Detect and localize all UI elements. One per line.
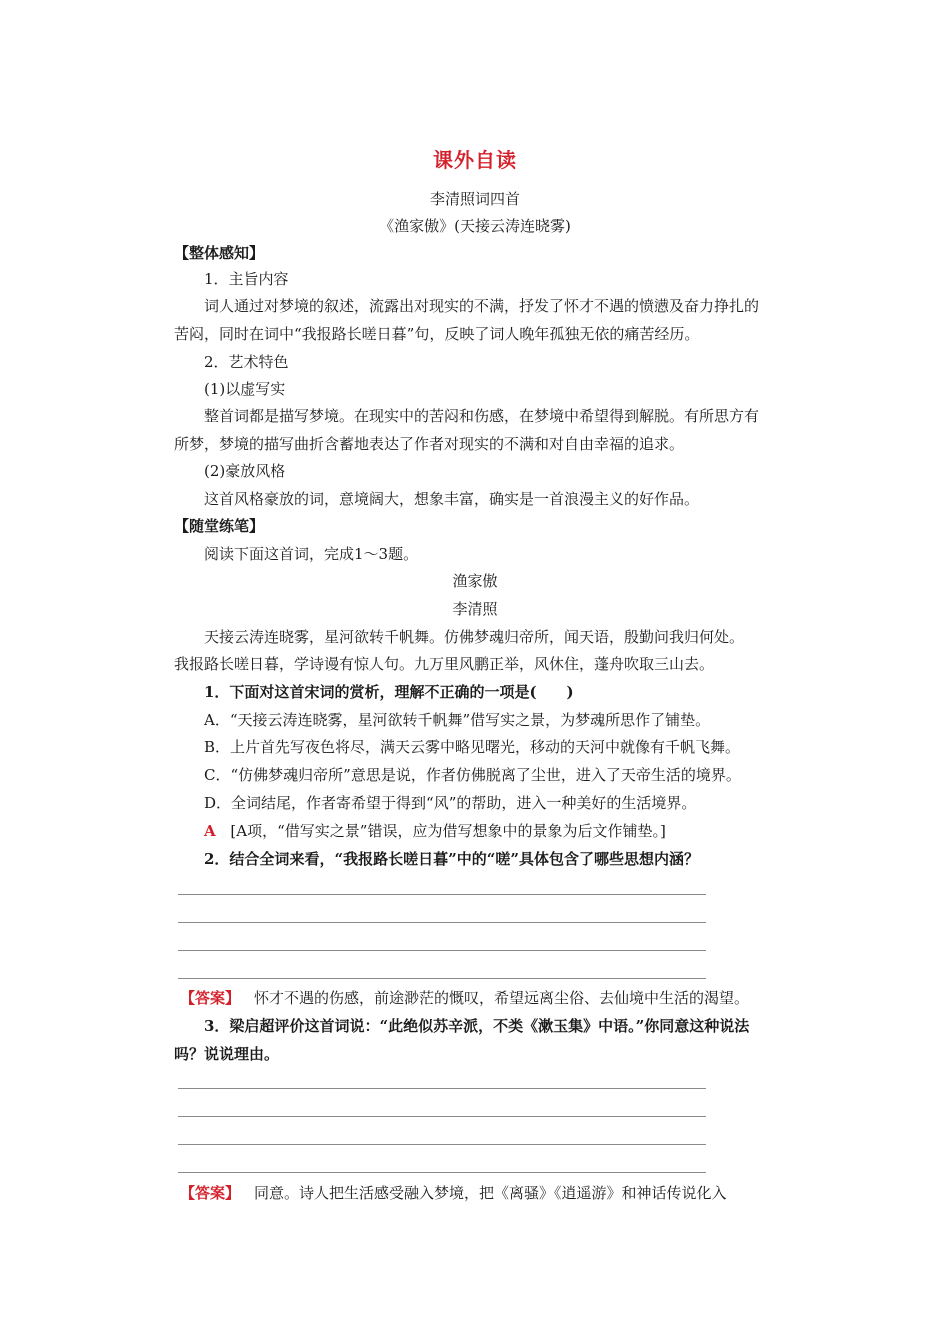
answer-blank-line <box>178 922 706 923</box>
answer-blank-line <box>178 978 706 979</box>
item-title: 2．艺术特色 <box>204 353 289 371</box>
answer-text: 怀才不遇的伤感，前途渺茫的慨叹，希望远离尘俗、去仙境中生活的渴望。 <box>254 989 750 1007</box>
poem-author: 李清照 <box>452 600 498 618</box>
answer-line-2 <box>180 988 812 1008</box>
page-title: 课外自读 <box>433 148 517 172</box>
answer-tag: 【答案】 <box>180 1184 241 1202</box>
poem-line: 天接云涛连晓雾，星河欲转千帆舞。仿佛梦魂归帝所，闻天语，殷勤问我归何处。 <box>204 628 745 646</box>
answer-letter: A <box>204 822 216 840</box>
paragraph-line: 词人通过对梦境的叙述，流露出对现实的不满，抒发了怀才不遇的愤懑及奋力挣扎的 <box>204 297 760 315</box>
paragraph-line: 这首风格豪放的词，意境阔大，想象丰富，确实是一首浪漫主义的好作品。 <box>204 490 700 508</box>
paragraph-line: 所梦，梦境的描写曲折含蓄地表达了作者对现实的不满和对自由幸福的追求。 <box>174 435 685 453</box>
option-a: A．“天接云涛连晓雾，星河欲转千帆舞”借写实之景，为梦魂所思作了铺垫。 <box>204 711 711 729</box>
answer-blank-line <box>178 1172 706 1173</box>
poem-line: 我报路长嗟日暮，学诗谩有惊人句。九万里风鹏正举，风休住，蓬舟吹取三山去。 <box>174 655 715 673</box>
paragraph-line: 整首词都是描写梦境。在现实中的苦闷和伤感，在梦境中希望得到解脱。有所思方有 <box>204 407 760 425</box>
paragraph-line: 苦闷，同时在词中“我报路长嗟日暮”句，反映了词人晚年孤独无依的痛苦经历。 <box>174 325 700 343</box>
answer-blank-line <box>178 1088 706 1089</box>
answer-explanation: [A项，“借写实之景”错误，应为借写想象中的景象为后文作铺垫。] <box>230 822 666 840</box>
answer-line-1 <box>174 821 806 841</box>
item-title: 1．主旨内容 <box>204 270 289 288</box>
section-header-overview: 【整体感知】 <box>174 244 265 262</box>
sub-title: (2)豪放风格 <box>204 462 286 480</box>
question-2: 2．结合全词来看，“我报路长嗟日暮”中的“嗟”具体包含了哪些思想内涵？ <box>204 850 699 868</box>
answer-blank-line <box>178 894 706 895</box>
answer-blank-line <box>178 1144 706 1145</box>
option-b: B．上片首先写夜色将尽，满天云雾中略见曙光，移动的天河中就像有千帆飞舞。 <box>204 738 741 756</box>
answer-blank-line <box>178 950 706 951</box>
poem-heading: 《渔家傲》(天接云涛连晓雾) <box>379 217 571 235</box>
exercise-intro: 阅读下面这首词，完成1～3题。 <box>204 545 419 563</box>
option-d: D．全词结尾，作者寄希望于得到“风”的帮助，进入一种美好的生活境界。 <box>204 794 697 812</box>
option-c: C．“仿佛梦魂归帝所”意思是说，作者仿佛脱离了尘世，进入了天帝生活的境界。 <box>204 766 741 784</box>
answer-line-3 <box>180 1183 812 1203</box>
question-1: 1．下面对这首宋词的赏析，理解不正确的一项是( ) <box>204 683 574 701</box>
poem-title: 渔家傲 <box>452 572 498 590</box>
answer-tag: 【答案】 <box>180 989 241 1007</box>
question-3: 3．梁启超评价这首词说：“此绝似苏辛派，不类《漱玉集》中语。”你同意这种说法 <box>204 1017 750 1035</box>
answer-text: 同意。诗人把生活感受融入梦境，把《离骚》《逍遥游》和神话传说化入 <box>254 1184 727 1202</box>
section-header-practice: 【随堂练笔】 <box>174 517 265 535</box>
question-3-cont: 吗？说说理由。 <box>174 1045 280 1063</box>
sub-title: (1)以虚写实 <box>204 380 286 398</box>
answer-blank-line <box>178 1116 706 1117</box>
subtitle: 李清照词四首 <box>429 190 520 208</box>
